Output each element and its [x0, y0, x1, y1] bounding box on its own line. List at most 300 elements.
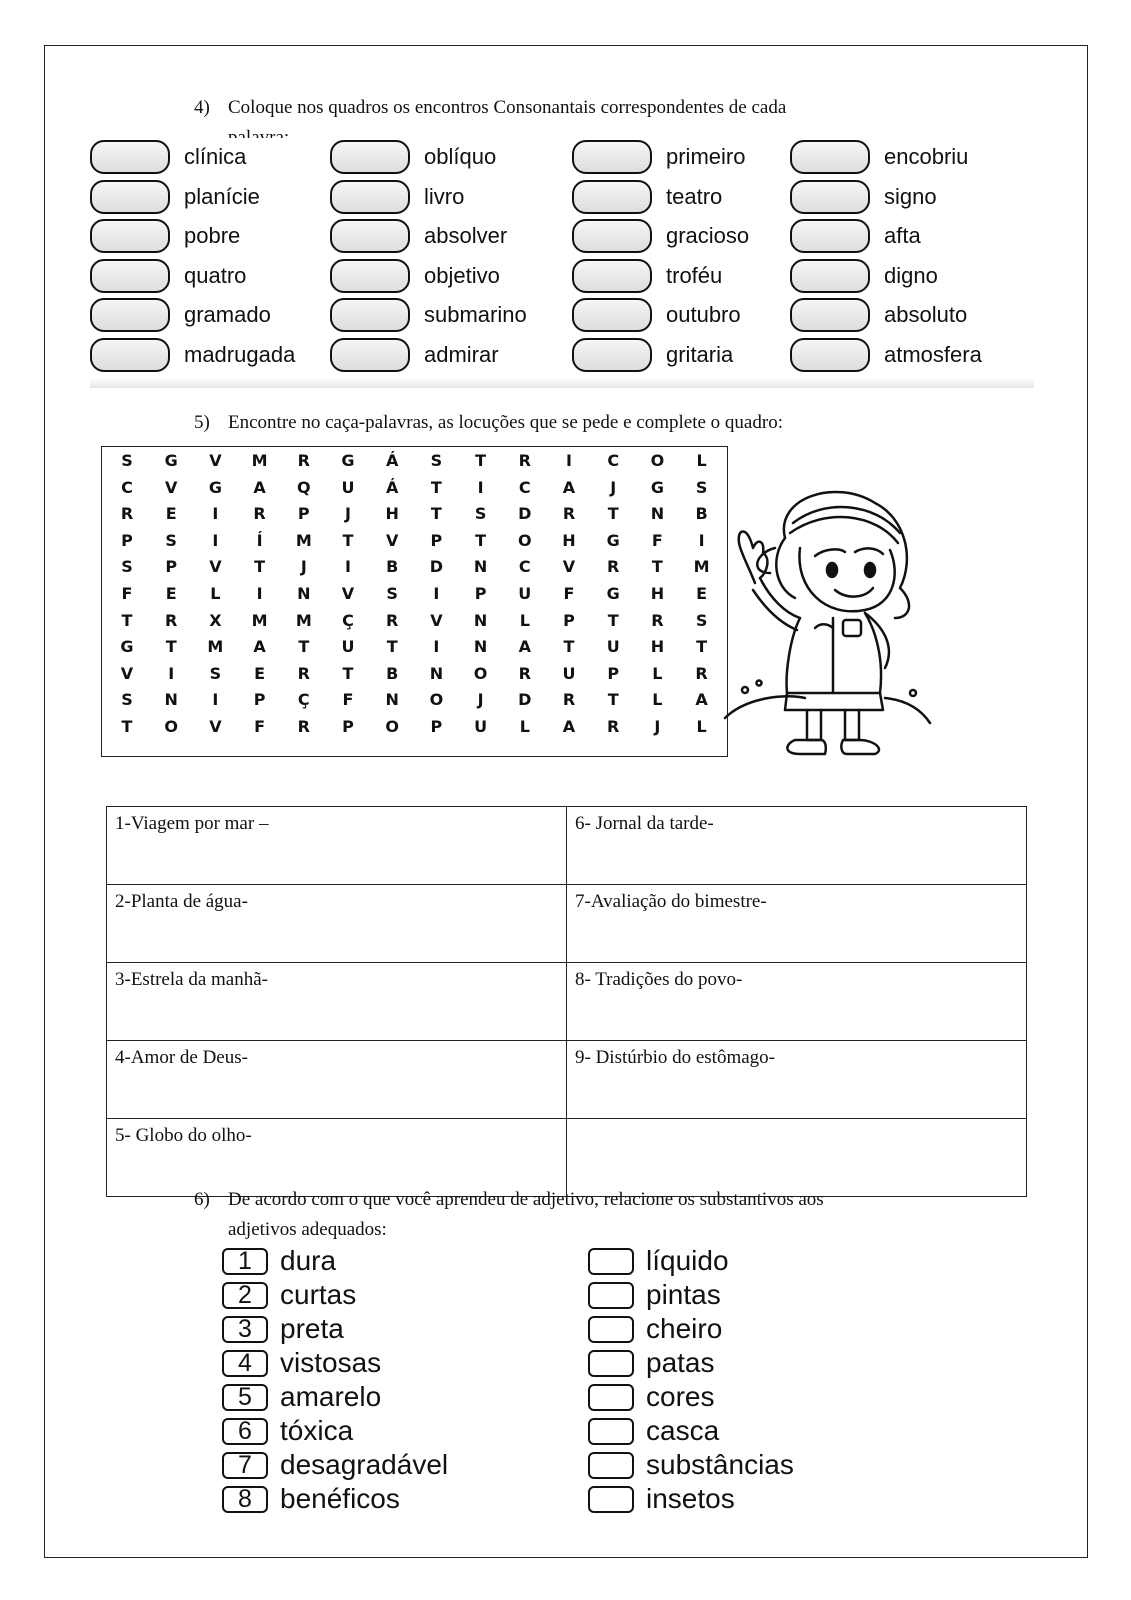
word-search-letter[interactable]: P: [430, 717, 443, 736]
noun-item: [222, 1449, 448, 1481]
q4-instruction-line1: Coloque nos quadros os encontros Consonantais correspondentes de cada: [228, 97, 787, 118]
table-cell[interactable]: [107, 963, 567, 1041]
answer-box[interactable]: [588, 1418, 634, 1445]
word-search-letter[interactable]: S: [121, 557, 133, 577]
word-search-letter[interactable]: R: [518, 663, 531, 683]
word-search-letter[interactable]: X: [209, 610, 222, 630]
word-search-letter[interactable]: Ç: [297, 690, 310, 710]
word-search-letter[interactable]: S: [430, 451, 443, 470]
answer-box[interactable]: [330, 298, 410, 332]
word-search-letter[interactable]: T: [386, 637, 398, 657]
q6-instruction-line1: De acordo com o que você aprendeu de adjetivo, relacione os substantivos aos: [228, 1189, 824, 1210]
word-search-letter[interactable]: D: [429, 557, 444, 577]
q4-item: [90, 138, 246, 176]
word-search-letter[interactable]: M: [251, 451, 268, 470]
adjective-item: [588, 1245, 729, 1277]
number-box: 8: [222, 1486, 268, 1513]
word-search-letter[interactable]: P: [165, 557, 178, 577]
word-search-letter[interactable]: L: [210, 584, 221, 603]
word-search-letter[interactable]: P: [430, 530, 443, 550]
word-search-letter[interactable]: P: [563, 610, 575, 630]
answer-box[interactable]: [790, 259, 870, 293]
word-search-letter[interactable]: V: [562, 557, 576, 577]
word-search-letter[interactable]: H: [562, 530, 576, 550]
word-search-letter[interactable]: V: [120, 663, 134, 683]
word-search-letter[interactable]: A: [562, 477, 576, 497]
word-search-letter[interactable]: C: [518, 477, 531, 497]
word-search-letter[interactable]: A: [562, 717, 576, 736]
word-search-letter[interactable]: I: [698, 530, 705, 550]
q4-word: admirar: [424, 341, 499, 367]
word-search-letter[interactable]: T: [475, 530, 487, 550]
word-search-letter[interactable]: E: [165, 584, 177, 603]
word-search-letter[interactable]: N: [473, 557, 488, 577]
word-search-letter[interactable]: O: [385, 717, 399, 736]
word-search-letter[interactable]: B: [386, 557, 399, 577]
word-search-letter[interactable]: R: [297, 663, 310, 683]
word-search-letter[interactable]: Í: [256, 530, 263, 550]
q5-number: 5): [194, 412, 210, 433]
answer-box[interactable]: [588, 1316, 634, 1343]
word-search-letter[interactable]: Á: [385, 477, 399, 497]
answer-box[interactable]: [90, 259, 170, 293]
adjective-item: [588, 1449, 794, 1481]
word-search-letter[interactable]: V: [209, 451, 222, 470]
q4-item: [90, 336, 295, 374]
word-search-grid: [101, 446, 728, 757]
word-search-letter[interactable]: L: [519, 610, 530, 630]
q4-item: [790, 178, 937, 216]
q4-number: 4): [194, 97, 210, 118]
word-search-letter[interactable]: E: [165, 504, 177, 524]
q4-item: [790, 257, 938, 295]
word-search-letter[interactable]: S: [474, 504, 487, 524]
noun-word: dura: [280, 1245, 337, 1276]
q4-item: [330, 178, 464, 216]
word-search-letter[interactable]: T: [696, 637, 708, 657]
word-search-letter[interactable]: D: [518, 690, 532, 710]
table-cell[interactable]: [107, 807, 567, 885]
word-search-letter[interactable]: N: [297, 584, 311, 603]
word-search-letter[interactable]: D: [518, 504, 532, 524]
answer-box[interactable]: [790, 219, 870, 253]
word-search-letter[interactable]: B: [695, 504, 708, 524]
word-search-letter[interactable]: B: [386, 663, 399, 683]
word-search-letter[interactable]: R: [120, 504, 134, 524]
answer-box[interactable]: [330, 219, 410, 253]
word-search-letter[interactable]: R: [165, 610, 178, 630]
word-search-letter[interactable]: M: [251, 610, 268, 630]
clue-text: 6- Jornal da tarde-: [575, 813, 714, 834]
q4-word: pobre: [184, 223, 241, 248]
answer-box[interactable]: [572, 259, 652, 293]
answer-box[interactable]: [330, 259, 410, 293]
word-search-letter[interactable]: T: [121, 610, 133, 630]
word-search-letter[interactable]: T: [607, 690, 619, 710]
word-search-letter[interactable]: G: [120, 637, 134, 657]
word-search-letter[interactable]: T: [430, 477, 442, 497]
word-search-letter[interactable]: G: [606, 584, 620, 603]
q4-word: primeiro: [666, 144, 746, 169]
q4-item: [330, 296, 527, 334]
q4-item: [572, 138, 745, 176]
word-search-letter[interactable]: G: [341, 451, 355, 470]
q4-item: [330, 257, 500, 295]
word-search-letter[interactable]: H: [650, 637, 665, 657]
table-row: [107, 1041, 1027, 1119]
word-search-letter[interactable]: V: [430, 610, 443, 630]
word-search-letter[interactable]: N: [164, 690, 178, 710]
word-search-letter[interactable]: T: [651, 557, 663, 577]
number-box: 3: [222, 1316, 268, 1343]
word-search-letter[interactable]: I: [433, 584, 440, 603]
word-search-letter[interactable]: H: [385, 504, 399, 524]
word-search-letter[interactable]: N: [473, 637, 488, 657]
q4-word: digno: [884, 262, 938, 288]
q4-item: [790, 217, 921, 255]
word-search-letter[interactable]: I: [433, 637, 440, 657]
word-search-letter[interactable]: P: [474, 584, 487, 603]
answer-box[interactable]: [588, 1452, 634, 1479]
number-box: 2: [222, 1282, 268, 1309]
table-cell[interactable]: [567, 885, 1027, 963]
word-search-letter[interactable]: A: [253, 477, 266, 497]
word-search-letter[interactable]: R: [386, 610, 399, 630]
adjective-word: cores: [646, 1381, 715, 1412]
answer-box[interactable]: [790, 298, 870, 332]
word-search-letter[interactable]: F: [121, 584, 133, 603]
noun-word: amarelo: [280, 1381, 382, 1412]
word-search-letter[interactable]: S: [695, 477, 708, 497]
noun-item: [222, 1483, 400, 1515]
q4-word: signo: [884, 183, 937, 209]
word-search-letter[interactable]: U: [474, 717, 488, 736]
number-box: 1: [222, 1248, 268, 1275]
word-search-letter[interactable]: U: [341, 637, 355, 657]
word-search-letter[interactable]: T: [607, 610, 619, 630]
adjective-word: líquido: [646, 1245, 729, 1276]
word-search-letter[interactable]: N: [385, 690, 399, 710]
word-search-letter[interactable]: I: [345, 557, 351, 577]
answer-box[interactable]: [572, 180, 652, 214]
adjective-item: [588, 1381, 714, 1413]
word-search-letter[interactable]: A: [253, 637, 266, 657]
word-search-letter[interactable]: C: [121, 477, 133, 497]
q4-word: troféu: [666, 262, 723, 288]
word-search-letter[interactable]: G: [208, 477, 222, 497]
number-box: 5: [222, 1384, 268, 1411]
word-search-letter[interactable]: C: [518, 557, 531, 577]
word-search-letter[interactable]: N: [473, 610, 488, 630]
word-search-letter[interactable]: T: [342, 530, 354, 550]
word-search-letter[interactable]: G: [164, 451, 178, 470]
table-cell[interactable]: [107, 1041, 567, 1119]
q4-item: [90, 217, 240, 255]
word-search-letter[interactable]: S: [121, 690, 133, 710]
word-search-letter[interactable]: M: [295, 610, 312, 630]
adjective-item: [588, 1415, 719, 1447]
word-search-letter[interactable]: P: [342, 717, 354, 736]
word-search-letter[interactable]: M: [295, 530, 312, 550]
word-search-letter[interactable]: R: [518, 451, 531, 470]
word-search-letter[interactable]: R: [607, 717, 620, 736]
q6-instruction-line2: adjetivos adequados:: [228, 1219, 387, 1240]
word-search-letter[interactable]: P: [297, 504, 310, 524]
word-search-letter[interactable]: O: [517, 530, 532, 550]
noun-item: [222, 1381, 381, 1413]
noun-word: vistosas: [280, 1347, 382, 1378]
q4-item: [572, 178, 722, 216]
number-box: 4: [222, 1350, 268, 1377]
word-search-letter[interactable]: A: [695, 690, 708, 710]
word-search-letter[interactable]: R: [562, 690, 576, 710]
table-cell[interactable]: [567, 963, 1027, 1041]
q4-word: atmosfera: [884, 341, 982, 367]
word-search-letter[interactable]: I: [212, 530, 219, 550]
adjective-item: [588, 1313, 722, 1345]
noun-item: [222, 1245, 336, 1277]
word-search-letter[interactable]: S: [165, 530, 177, 550]
table-row: [107, 807, 1027, 885]
q4-item: [572, 296, 741, 334]
noun-word: benéficos: [280, 1483, 400, 1514]
word-search-letter[interactable]: U: [606, 637, 620, 657]
word-search-letter[interactable]: T: [165, 637, 177, 657]
word-search-letter[interactable]: F: [651, 530, 663, 550]
word-search-letter[interactable]: M: [207, 637, 224, 657]
adjective-word: casca: [646, 1415, 720, 1446]
answer-box[interactable]: [330, 140, 410, 174]
word-search-letter[interactable]: R: [297, 451, 310, 470]
q4-word: encobriu: [884, 144, 969, 169]
noun-word: preta: [280, 1313, 344, 1344]
q4-word: gracioso: [666, 223, 750, 248]
girl-illustration: [715, 478, 955, 758]
table-row: [107, 885, 1027, 963]
word-search-letter[interactable]: E: [254, 663, 266, 683]
clue-text: 3-Estrela da manhã-: [115, 969, 268, 990]
q4-item: [90, 257, 246, 295]
table-cell[interactable]: [107, 885, 567, 963]
word-search-letter[interactable]: R: [607, 557, 620, 577]
adjective-word: patas: [646, 1347, 715, 1378]
word-search-letter[interactable]: U: [518, 584, 532, 603]
word-search-letter[interactable]: L: [519, 717, 530, 736]
answer-box[interactable]: [572, 140, 652, 174]
word-search-letter[interactable]: U: [341, 477, 355, 497]
word-search-letter[interactable]: N: [650, 504, 665, 524]
word-search-letter[interactable]: I: [212, 690, 219, 710]
q6-number: 6): [194, 1189, 210, 1210]
word-search-letter[interactable]: J: [477, 690, 484, 710]
word-search-letter[interactable]: P: [253, 690, 266, 710]
word-search-letter[interactable]: M: [693, 557, 710, 577]
adjective-item: [588, 1347, 715, 1379]
q4-word: quatro: [184, 262, 247, 288]
word-search-letter[interactable]: V: [164, 477, 178, 497]
answer-box[interactable]: [588, 1248, 634, 1275]
word-search-letter[interactable]: A: [518, 637, 531, 657]
table-cell[interactable]: [567, 807, 1027, 885]
word-search-letter[interactable]: P: [607, 663, 620, 683]
q5-instruction-text: Encontre no caça-palavras, as locuções que se pede e complete o quadro:: [228, 412, 783, 433]
q4-word: oblíquo: [424, 144, 497, 169]
answer-box[interactable]: [790, 180, 870, 214]
clue-text: 1-Viagem por mar –: [115, 813, 269, 834]
q4-word: absolver: [424, 223, 508, 248]
adjective-item: [588, 1483, 735, 1515]
word-search-letter[interactable]: Á: [385, 451, 399, 470]
word-search-letter[interactable]: N: [429, 663, 444, 683]
word-search-letter[interactable]: O: [164, 717, 178, 736]
word-search-letter[interactable]: R: [297, 717, 310, 736]
word-search-letter[interactable]: T: [298, 637, 310, 657]
word-search-letter[interactable]: Ç: [342, 610, 354, 630]
word-search-letter[interactable]: C: [607, 451, 620, 470]
q4-word: outubro: [666, 302, 741, 327]
word-search-letter[interactable]: R: [651, 610, 664, 630]
word-search-letter[interactable]: T: [121, 717, 133, 736]
answer-box[interactable]: [790, 338, 870, 372]
table-row: [107, 1119, 1027, 1197]
word-search-letter[interactable]: S: [695, 610, 708, 630]
noun-item: [222, 1313, 344, 1345]
answer-box[interactable]: [90, 338, 170, 372]
q4-word: gramado: [184, 302, 271, 327]
word-search-letter[interactable]: R: [695, 663, 708, 683]
q4-word: clínica: [184, 144, 247, 169]
q4-word: teatro: [666, 183, 723, 209]
word-search-letter[interactable]: I: [212, 504, 219, 524]
answer-box[interactable]: [90, 219, 170, 253]
q4-word: planície: [184, 183, 260, 209]
word-search-letter[interactable]: T: [607, 504, 619, 524]
q4-item: [330, 138, 496, 176]
answer-box[interactable]: [90, 140, 170, 174]
word-search-letter[interactable]: L: [696, 717, 707, 736]
answer-box[interactable]: [90, 180, 170, 214]
word-search-letter[interactable]: J: [654, 717, 661, 736]
answer-box[interactable]: [588, 1350, 634, 1377]
word-search-letter[interactable]: L: [696, 451, 707, 470]
clue-text: 2-Planta de água-: [115, 891, 248, 912]
noun-word: tóxica: [280, 1415, 354, 1446]
word-search-letter[interactable]: T: [342, 663, 354, 683]
word-search-letter[interactable]: H: [650, 584, 665, 603]
noun-item: [222, 1279, 356, 1311]
word-search-letter[interactable]: F: [342, 690, 354, 710]
word-search-letter[interactable]: R: [562, 504, 576, 524]
word-search-letter[interactable]: L: [652, 663, 663, 683]
adjective-word: cheiro: [646, 1313, 723, 1344]
q4-item: [90, 296, 271, 334]
answer-table: [106, 806, 1027, 1197]
answer-box[interactable]: [572, 219, 652, 253]
word-search-letter[interactable]: V: [209, 717, 222, 736]
word-search-letter[interactable]: Q: [296, 477, 311, 497]
word-search-letter[interactable]: T: [254, 557, 266, 577]
clue-text: 8- Tradições do povo-: [575, 969, 743, 990]
word-search-letter[interactable]: S: [209, 663, 222, 683]
answer-box[interactable]: [572, 338, 652, 372]
word-search-letter[interactable]: V: [385, 530, 399, 550]
q4-item: [330, 336, 499, 374]
answer-box[interactable]: [90, 298, 170, 332]
q4-word: absoluto: [884, 302, 968, 327]
word-search-letter[interactable]: I: [256, 584, 263, 603]
word-search-letter[interactable]: O: [429, 690, 444, 710]
word-search-letter[interactable]: S: [121, 451, 133, 470]
noun-item: [222, 1347, 381, 1379]
table-cell[interactable]: [567, 1041, 1027, 1119]
q4-exercise: [90, 138, 1034, 388]
word-search-letter[interactable]: V: [341, 584, 355, 603]
adjective-word: substâncias: [646, 1449, 794, 1480]
table-cell[interactable]: [567, 1119, 1027, 1197]
word-search-letter[interactable]: G: [650, 477, 664, 497]
q4-word: afta: [884, 223, 921, 248]
noun-word: curtas: [280, 1279, 357, 1310]
word-search-letter[interactable]: V: [209, 557, 222, 577]
word-search-letter[interactable]: I: [168, 663, 175, 683]
word-search-letter[interactable]: F: [563, 584, 575, 603]
answer-box[interactable]: [790, 140, 870, 174]
word-search-letter[interactable]: L: [652, 690, 663, 710]
word-search-letter[interactable]: O: [473, 663, 488, 683]
answer-box[interactable]: [572, 298, 652, 332]
word-search-letter[interactable]: S: [386, 584, 398, 603]
q4-item: [90, 178, 260, 216]
word-search-letter[interactable]: O: [650, 451, 665, 470]
clue-text: 5- Globo do olho-: [115, 1125, 252, 1146]
adjective-word: insetos: [646, 1483, 735, 1514]
word-search-letter[interactable]: I: [477, 477, 484, 497]
q4-word: submarino: [424, 302, 527, 327]
table-row: [107, 963, 1027, 1041]
word-search-letter[interactable]: R: [253, 504, 266, 524]
word-search-letter[interactable]: U: [562, 663, 576, 683]
q4-word: objetivo: [424, 262, 500, 288]
q6-instruction: [194, 1188, 824, 1212]
word-search-letter[interactable]: J: [300, 557, 307, 577]
word-search-letter[interactable]: T: [475, 451, 487, 470]
noun-item: [222, 1415, 353, 1447]
word-search-letter[interactable]: G: [606, 530, 620, 550]
answer-box[interactable]: [330, 180, 410, 214]
word-search-letter[interactable]: F: [254, 717, 266, 736]
word-search-letter[interactable]: T: [430, 504, 442, 524]
word-search-letter[interactable]: J: [610, 477, 617, 497]
word-search-letter[interactable]: E: [696, 584, 708, 603]
word-search-letter[interactable]: J: [345, 504, 351, 524]
number-box: 6: [222, 1418, 268, 1445]
answer-box[interactable]: [588, 1486, 634, 1513]
word-search-letter[interactable]: T: [563, 637, 575, 657]
word-search-letter[interactable]: I: [566, 451, 572, 470]
answer-box[interactable]: [330, 338, 410, 372]
word-search-letter[interactable]: P: [121, 530, 133, 550]
table-cell[interactable]: [107, 1119, 567, 1197]
number-box: 7: [222, 1452, 268, 1479]
q4-instruction: [194, 96, 786, 120]
q4-word: gritaria: [666, 341, 734, 367]
q4-word: livro: [424, 183, 465, 209]
answer-box[interactable]: [588, 1384, 634, 1411]
q5-instruction: [194, 411, 783, 435]
q4-item: [790, 296, 967, 334]
answer-box[interactable]: [588, 1282, 634, 1309]
clue-text: 4-Amor de Deus-: [115, 1047, 248, 1068]
